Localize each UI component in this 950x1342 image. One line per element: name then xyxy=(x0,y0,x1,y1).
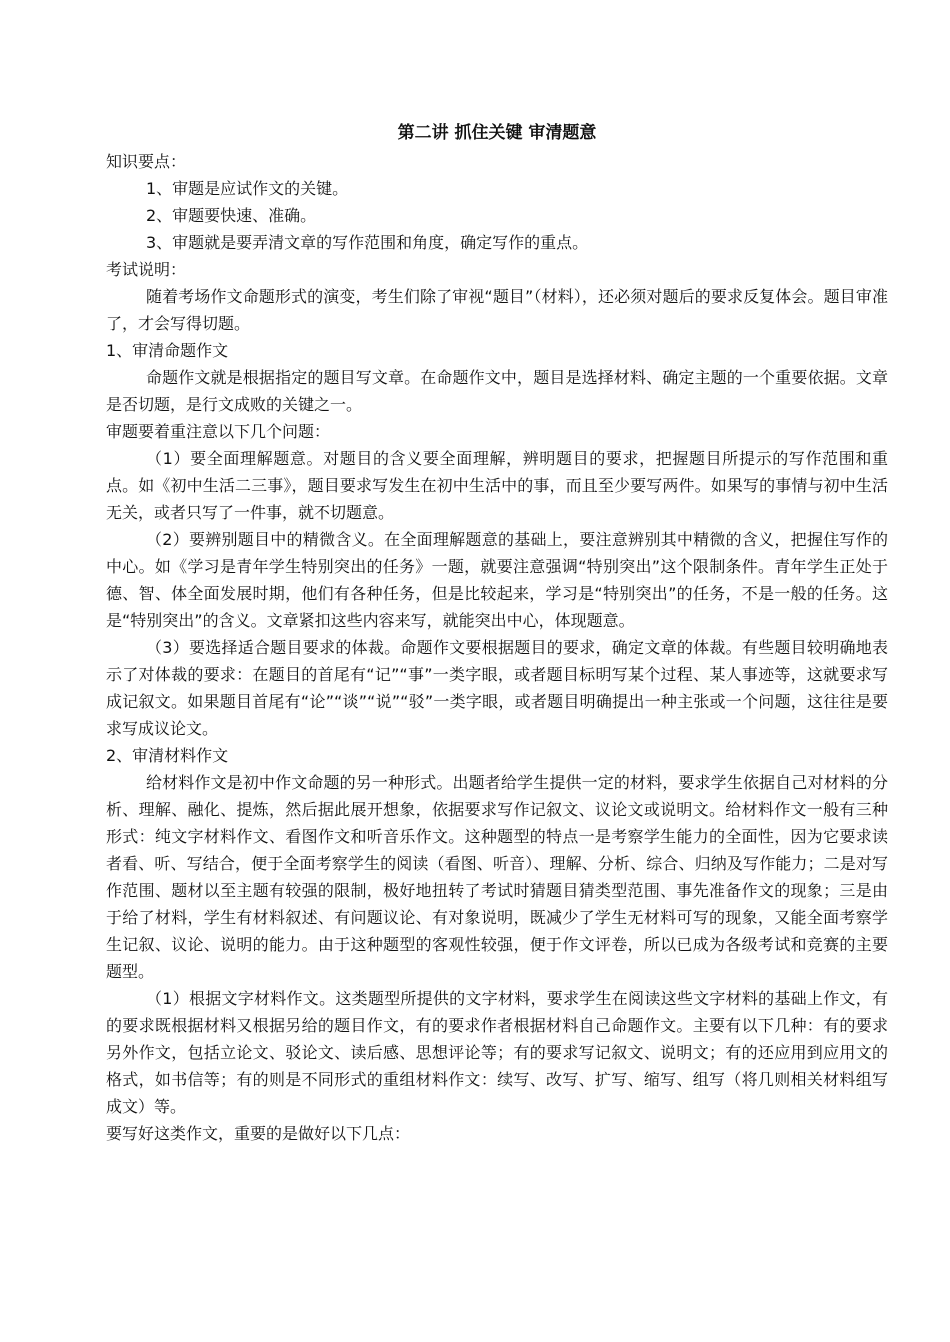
section1-point: （2）要辨别题目中的精微含义。在全面理解题意的基础上，要注意辨别其中精微的含义，把握住写作的中心。如《学习是青年学生特别突出的任务》一题，就要注意强调“特别突出”这个限制条件。青年学生正处于德、智、体全面发展时期，他们有各种任务，但是比较起来，学习是“特别突出”的任务，不是一般的任务。这是“特别突出”的含义。文章紧扣这些内容来写，就能突出中心，体现题意。 xyxy=(106,530,888,630)
knowledge-point: 2、审题要快速、准确。 xyxy=(146,206,317,225)
section1-point: （3）要选择适合题目要求的体裁。命题作文要根据题目的要求，确定文章的体裁。有些题目较明确地表示了对体裁的要求：在题目的首尾有“记”“事”一类字眼，或者题目标明写某个过程、某人事迹等，这就要求写成记叙文。如果题目首尾有“论”“谈”“说”“驳”一类字眼，或者题目明确提出一种主张或一个问题，这往往是要求写成议论文。 xyxy=(106,638,888,738)
section2-point: （1）根据文字材料作文。这类题型所提供的文字材料，要求学生在阅读这些文字材料的基础上作文，有的要求既根据材料又根据另给的题目作文，有的要求作者根据材料自己命题作文。主要有以下几种：有的要求另外作文，包括立论文、驳论文、读后感、思想评论等；有的要求写记叙文、说明文；有的还应用到应用文的格式，如书信等；有的则是不同形式的重组材料作文：续写、改写、扩写、缩写、组写（将几则相关材料组写成文）等。 xyxy=(106,989,888,1116)
section2-closing: 要写好这类作文，重要的是做好以下几点： xyxy=(106,1124,411,1143)
section1-heading: 1、审清命题作文 xyxy=(106,341,229,360)
section1-point: （1）要全面理解题意。对题目的含义要全面理解，辨明题目的要求，把握题目所提示的写作范围和重点。如《初中生活二三事》，题目要求写发生在初中生活中的事，而且至少要写两件。如果写的事情与初中生活无关，或者只写了一件事，就不切题意。 xyxy=(106,449,888,522)
knowledge-point: 1、审题是应试作文的关键。 xyxy=(146,179,349,198)
section2-intro: 给材料作文是初中作文命题的另一种形式。出题者给学生提供一定的材料，要求学生依据自己对材料的分析、理解、融化、提炼，然后据此展开想象，依据要求写作记叙文、议论文或说明文。给材料作文一般有三种形式：纯文字材料作文、看图作文和听音乐作文。这种题型的特点一是考察学生能力的全面性，因为它要求读者看、听、写结合，便于全面考察学生的阅读（看图、听音）、理解、分析、综合、归纳及写作能力；二是对写作范围、题材以至主题有较强的限制，极好地扭转了考试时猜题目猜类型范围、事先准备作文的现象；三是由于给了材料，学生有材料叙述、有问题议论、有对象说明，既减少了学生无材料可写的现象，又能全面考察学生记叙、议论、说明的能力。由于这种题型的客观性较强，便于作文评卷，所以已成为各级考试和竞赛的主要题型。 xyxy=(106,773,888,981)
section2-heading: 2、审清材料作文 xyxy=(106,746,229,765)
page-title: 第二讲 抓住关键 审清题意 xyxy=(397,123,597,143)
exam-paragraph: 随着考场作文命题形式的演变，考生们除了审视“题目”（材料），还必须对题后的要求反复体会。题目审准了，才会写得切题。 xyxy=(106,287,888,333)
knowledge-heading: 知识要点： xyxy=(106,152,187,171)
section1-intro: 命题作文就是根据指定的题目写文章。在命题作文中，题目是选择材料、确定主题的一个重要依据。文章是否切题，是行文成败的关键之一。 xyxy=(106,368,888,414)
document-page xyxy=(106,118,888,1147)
knowledge-point: 3、审题就是要弄清文章的写作范围和角度，确定写作的重点。 xyxy=(146,233,589,252)
section1-lead: 审题要着重注意以下几个问题： xyxy=(106,422,331,441)
exam-heading: 考试说明： xyxy=(106,260,187,279)
